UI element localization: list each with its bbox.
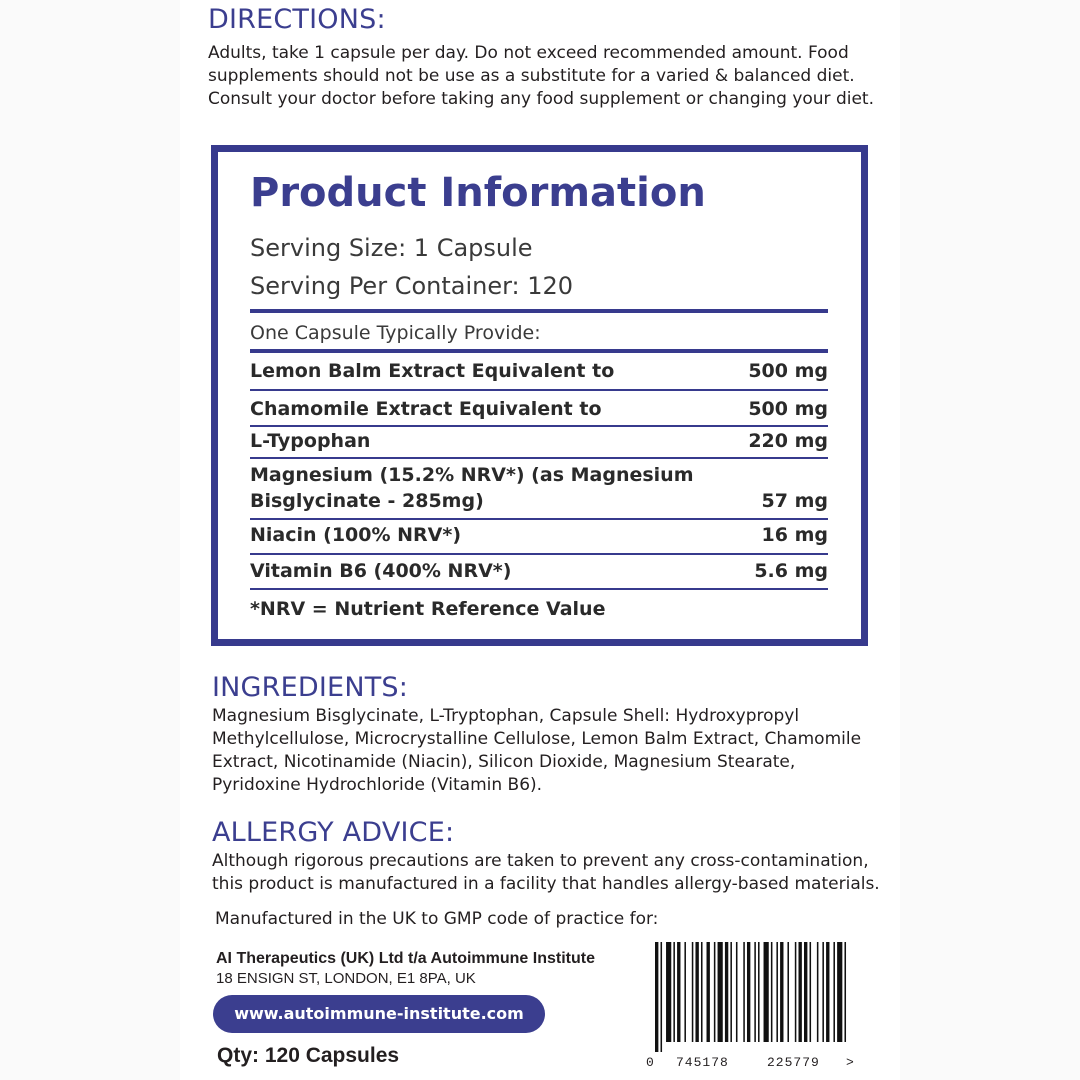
row-divider: [250, 457, 828, 459]
barcode-bar: [764, 942, 769, 1042]
row-divider: [250, 588, 828, 590]
barcode-bar: [804, 942, 807, 1042]
nutrient-amount: 5.6 mg: [754, 560, 828, 582]
nutrient-row: [250, 558, 828, 584]
row-divider: [250, 553, 828, 555]
allergy-heading: ALLERGY ADVICE:: [212, 817, 455, 848]
quantity-label: Qty: 120 Capsules: [217, 1044, 400, 1067]
nutrient-amount: 16 mg: [761, 524, 828, 546]
ingredients-line: Pyridoxine Hydrochloride (Vitamin B6).: [212, 775, 543, 795]
website-link[interactable]: www.autoimmune-institute.com: [213, 995, 545, 1033]
servings-per-container: Serving Per Container: 120: [250, 272, 574, 300]
directions-line: Consult your doctor before taking any food supplement or changing your diet.: [208, 89, 874, 109]
nrv-footnote: *NRV = Nutrient Reference Value: [250, 598, 606, 620]
barcode-bar: [707, 942, 710, 1042]
nutrient-row: [250, 396, 828, 422]
barcode-bar: [776, 942, 778, 1042]
barcode-bar: [684, 942, 686, 1042]
nutrient-amount: 220 mg: [748, 430, 828, 452]
barcode-bar: [810, 942, 812, 1042]
manufacturer-address: 18 ENSIGN ST, LONDON, E1 8PA, UK: [216, 970, 476, 987]
barcode-bar: [736, 942, 738, 1042]
barcode-left-digit: 0: [646, 1055, 654, 1070]
directions-text: [208, 42, 874, 111]
right-margin: [900, 0, 1080, 1080]
nutrient-name: Magnesium (15.2% NRV*) (as Magnesium: [250, 464, 694, 486]
barcode-bar: [673, 942, 675, 1042]
directions-line: supplements should not be use as a substitute for a varied & balanced diet.: [208, 66, 855, 86]
nutrient-name: Lemon Balm Extract Equivalent to: [250, 360, 615, 382]
directions-line: Adults, take 1 capsule per day. Do not exceed recommended amount. Food: [208, 43, 849, 63]
barcode-right-mark: >: [846, 1055, 854, 1070]
barcode-bar: [714, 942, 716, 1042]
allergy-line: this product is manufactured in a facility that handles allergy-based materials.: [212, 874, 880, 894]
manufactured-statement-text: Manufactured in the UK to GMP code of practice for:: [215, 909, 659, 929]
section-divider: [250, 349, 828, 353]
barcode-bar: [787, 942, 789, 1042]
barcode-bar: [844, 942, 846, 1042]
barcode-bar: [692, 942, 694, 1042]
allergy-text: [212, 850, 880, 896]
provide-label: One Capsule Typically Provide:: [250, 322, 541, 344]
barcode-bar: [661, 942, 663, 1052]
barcode-bar: [822, 942, 824, 1042]
nutrient-row: [250, 428, 828, 454]
section-divider: [250, 309, 828, 313]
row-divider: [250, 389, 828, 391]
row-divider: [250, 518, 828, 520]
nutrient-amount: 57 mg: [761, 490, 828, 512]
left-margin: [0, 0, 180, 1080]
barcode-bar: [743, 942, 745, 1042]
manufactured-statement: [215, 908, 658, 931]
barcode-bar: [655, 942, 658, 1052]
ingredients-heading: INGREDIENTS:: [212, 672, 409, 703]
nutrient-row: [250, 358, 828, 384]
ingredients-line: Methylcellulose, Microcrystalline Cellulose, Lemon Balm Extract, Chamomile: [212, 729, 862, 749]
barcode-bar: [758, 942, 760, 1042]
barcode-bar: [780, 942, 783, 1042]
barcode-image: [655, 942, 850, 1052]
nutrient-row: [250, 522, 828, 548]
barcode-bar: [718, 942, 723, 1042]
nutrient-amount: 500 mg: [748, 398, 828, 420]
ingredients-text: [212, 705, 861, 797]
barcode-bar: [677, 942, 680, 1042]
barcode-bar: [666, 942, 671, 1042]
barcode-bar: [754, 942, 756, 1042]
barcode-bar: [817, 942, 819, 1042]
barcode-group-1: 745178: [676, 1055, 729, 1070]
barcode-bar: [695, 942, 698, 1042]
manufacturer-name: AI Therapeutics (UK) Ltd t/a Autoimmune Institute: [216, 950, 595, 967]
nutrient-amount: 500 mg: [748, 360, 828, 382]
barcode-bar: [833, 942, 835, 1042]
nutrient-name: Chamomile Extract Equivalent to: [250, 398, 602, 420]
directions-heading: DIRECTIONS:: [208, 4, 386, 35]
barcode-bar: [771, 942, 773, 1042]
nutrient-name: L-Typophan: [250, 430, 371, 452]
nutrient-name: Vitamin B6 (400% NRV*): [250, 560, 512, 582]
barcode-group-2: 225779: [767, 1055, 820, 1070]
ingredients-line: Extract, Nicotinamide (Niacin), Silicon Dioxide, Magnesium Stearate,: [212, 752, 796, 772]
product-information-panel: [211, 145, 868, 646]
barcode-bar: [798, 942, 801, 1042]
barcode-bar: [795, 942, 797, 1042]
barcode-bar: [730, 942, 732, 1042]
nutrient-name: Niacin (100% NRV*): [250, 524, 462, 546]
nutrient-name-continued: Bisglycinate - 285mg): [250, 490, 484, 512]
nutrient-row: [250, 462, 828, 514]
barcode-bar: [826, 942, 829, 1042]
row-divider: [250, 425, 828, 427]
barcode-bar: [747, 942, 750, 1042]
serving-size: Serving Size: 1 Capsule: [250, 234, 533, 262]
barcode-bar: [701, 942, 703, 1042]
barcode-bar: [725, 942, 728, 1042]
ingredients-line: Magnesium Bisglycinate, L-Tryptophan, Capsule Shell: Hydroxypropyl: [212, 706, 800, 726]
allergy-line: Although rigorous precautions are taken to prevent any cross-contamination,: [212, 851, 869, 871]
product-information-title: Product Information: [250, 170, 706, 216]
barcode-bar: [837, 942, 842, 1042]
